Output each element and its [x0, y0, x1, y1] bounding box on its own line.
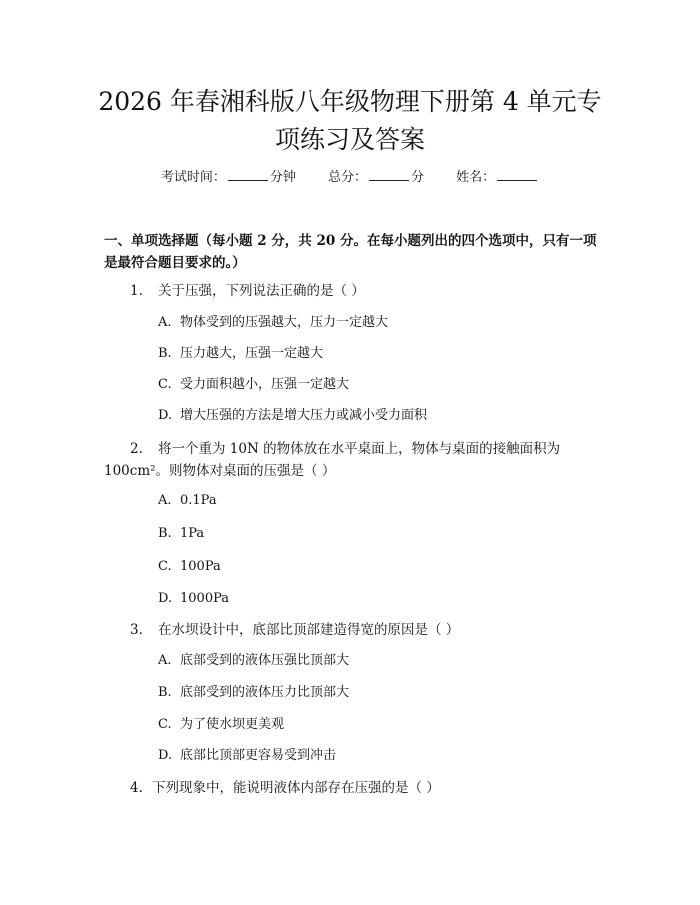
question-1-option-d — [158, 406, 427, 426]
question-1-option-c — [158, 375, 349, 395]
question-number: 2. — [130, 441, 143, 457]
exam-info — [0, 168, 700, 187]
total-score-blank — [369, 168, 409, 181]
option-letter: D. — [158, 591, 173, 606]
option-text: 受力面积越小，压强一定越大 — [180, 377, 350, 392]
question-4-stem — [130, 778, 600, 798]
question-2-option-c — [158, 557, 221, 577]
option-text: 100Pa — [180, 559, 221, 574]
option-text: 底部比顶部更容易受到冲击 — [180, 748, 337, 763]
option-text: 物体受到的压强越大，压力一定越大 — [180, 315, 389, 330]
question-1-option-b — [158, 344, 323, 364]
exam-time-label: 考试时间： — [160, 170, 226, 185]
question-2-stem-line1 — [130, 439, 600, 459]
exam-time-field — [161, 168, 296, 187]
option-text: 底部受到的液体压力比顶部大 — [180, 685, 350, 700]
option-letter: D. — [158, 748, 173, 763]
question-text: 在水坝设计中，底部比顶部建造得宽的原因是（ ） — [158, 622, 460, 638]
section-heading-line2: 是最符合题目要求的。） — [104, 255, 246, 271]
question-1-option-a — [158, 313, 388, 333]
question-2-option-d — [158, 589, 229, 609]
document-title-line1: 2026 年春湘科版八年级物理下册第 4 单元专 — [98, 87, 602, 116]
option-text: 0.1Pa — [180, 493, 217, 508]
option-letter: B. — [158, 346, 172, 361]
option-letter: C. — [158, 559, 172, 574]
question-number: 3. — [130, 622, 143, 638]
student-name-blank — [497, 168, 537, 181]
option-text: 底部受到的液体压强比顶部大 — [180, 653, 350, 668]
exam-time-blank — [228, 168, 268, 181]
question-2-option-a — [158, 491, 217, 511]
option-letter: A. — [158, 315, 172, 330]
option-text: 增大压强的方法是增大压力或减小受力面积 — [180, 408, 428, 423]
option-letter: C. — [158, 717, 172, 732]
question-3-option-a — [158, 651, 349, 671]
option-letter: A. — [158, 493, 172, 508]
option-text: 为了使水坝更美观 — [180, 717, 285, 732]
option-letter: B. — [158, 526, 172, 541]
option-text: 1Pa — [180, 526, 205, 541]
option-text: 压力越大，压强一定越大 — [180, 346, 324, 361]
total-score-unit: 分 — [411, 170, 425, 185]
question-3-option-c — [158, 715, 284, 735]
question-text: 关于压强，下列说法正确的是（ ） — [158, 283, 365, 299]
question-3-option-b — [158, 683, 349, 703]
question-2-option-b — [158, 524, 204, 544]
question-2-stem-line2: 100cm²。则物体对桌面的压强是（ ） — [104, 463, 336, 479]
question-number: 1. — [130, 283, 143, 299]
question-text: 下列现象中，能说明液体内部存在压强的是（ ） — [152, 780, 440, 796]
option-letter: C. — [158, 377, 172, 392]
student-name-label: 姓名： — [456, 170, 496, 185]
question-text: 将一个重为 10N 的物体放在水平桌面上，物体与桌面的接触面积为 — [158, 441, 561, 457]
section-heading-line1: 一、单项选择题（每小题 2 分，共 20 分。在每小题列出的四个选项中，只有一项 — [104, 233, 597, 249]
option-letter: D. — [158, 408, 173, 423]
exam-time-unit: 分钟 — [269, 170, 296, 185]
option-letter: B. — [158, 685, 172, 700]
question-3-option-d — [158, 746, 336, 766]
option-letter: A. — [158, 653, 172, 668]
question-number: 4. — [130, 780, 143, 796]
option-text: 1000Pa — [180, 591, 229, 606]
question-3-stem — [130, 620, 600, 640]
question-1-stem — [130, 281, 600, 301]
total-score-field — [328, 168, 424, 187]
student-name-field — [456, 168, 539, 187]
total-score-label: 总分： — [327, 170, 367, 185]
document-title-line2: 项练习及答案 — [274, 125, 425, 154]
